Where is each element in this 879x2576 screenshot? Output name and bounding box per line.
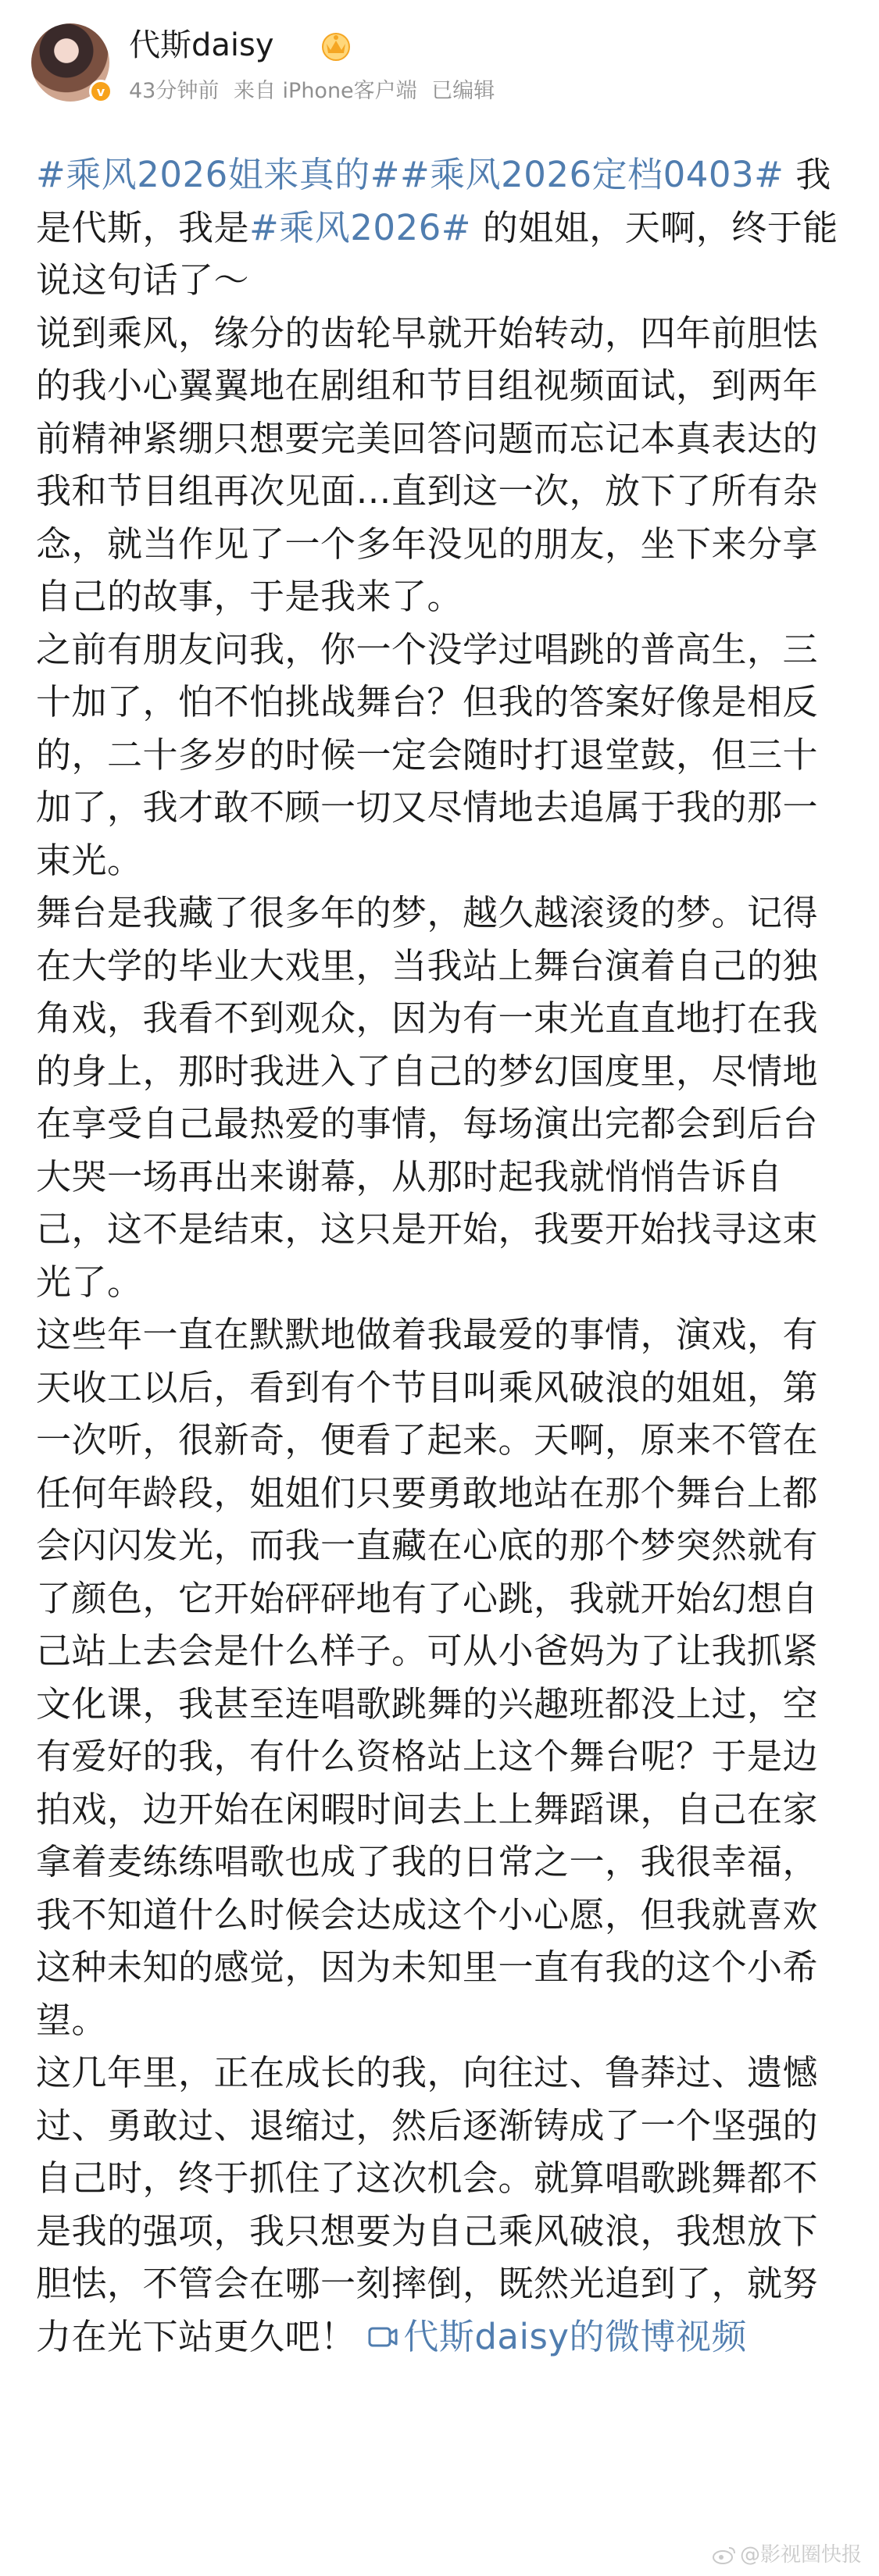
intro-text: 的姐姐，天啊，终于能说这句话了～ bbox=[36, 206, 838, 301]
post-paragraph-last bbox=[36, 2046, 849, 2363]
hashtag-link[interactable]: #乘风2026# bbox=[249, 206, 471, 248]
user-name[interactable]: 代斯daisy bbox=[129, 27, 274, 63]
watermark bbox=[712, 2542, 862, 2568]
post-meta bbox=[129, 78, 502, 105]
hashtag-link[interactable]: #乘风2026定档0403# bbox=[399, 154, 784, 195]
edited-label[interactable]: 已编辑 bbox=[431, 79, 495, 103]
video-link[interactable] bbox=[367, 2316, 747, 2357]
video-link-label: 代斯daisy的微博视频 bbox=[403, 2315, 748, 2357]
post-time[interactable]: 43分钟前 bbox=[129, 79, 220, 103]
post-source: 来自 iPhone客户端 bbox=[233, 79, 417, 103]
post-paragraph: 说到乘风，缘分的齿轮早就开始转动，四年前胆怯的我小心翼翼地在剧组和节目组视频面试，到两年前精神紧绷只想要完美回答问题而忘记本真表达的我和节目组再次见面…直到这一次，放下了所有杂念，就当作见了一个多年没见的朋友，坐下来分享自己的故事，于是我来了。 bbox=[36, 312, 819, 617]
video-play-icon bbox=[367, 2324, 398, 2352]
last-paragraph-text: 这几年里，正在成长的我，向往过、鲁莽过、遗憾过、勇敢过、退缩过，然后逐渐铸成了一个坚强的自己时，终于抓住了这次机会。就算唱歌跳舞都不是我的强项，我只想要为自己乘风破浪，我想放下胆怯，不管会在哪一刻摔倒，既然光追到了，就努力在光下站更久吧！ bbox=[36, 2052, 819, 2357]
intro-text: 我是代斯，我是 bbox=[36, 154, 831, 248]
watermark-text: @影视圈快报 bbox=[739, 2543, 862, 2567]
post-paragraph: 舞台是我藏了很多年的梦，越久越滚烫的梦。记得在大学的毕业大戏里，当我站上舞台演着自己的独角戏，我看不到观众，因为有一束光直直地打在我的身上，那时我进入了自己的梦幻国度里，尽情地在享受自己最热爱的事情，每场演出完都会到后台大哭一场再出来谢幕，从那时起我就悄悄告诉自己，这不是结束，这只是开始，我要开始找寻这束光了。 bbox=[36, 892, 819, 1303]
post-paragraph: 之前有朋友问我，你一个没学过唱跳的普高生，三十加了，怕不怕挑战舞台？但我的答案好像是相反的，二十多岁的时候一定会随时打退堂鼓，但三十加了，我才敢不顾一切又尽情地去追属于我的那一束光。 bbox=[36, 628, 819, 881]
verified-badge-icon: v bbox=[89, 80, 113, 103]
post-intro bbox=[36, 148, 849, 307]
weibo-logo-icon bbox=[712, 2545, 737, 2565]
post-header bbox=[31, 17, 848, 111]
post-content bbox=[36, 148, 849, 2363]
post-paragraph: 这些年一直在默默地做着我最爱的事情，演戏，有天收工以后，看到有个节目叫乘风破浪的姐姐，第一次听，很新奇，便看了起来。天啊，原来不管在任何年龄段，姐姐们只要勇敢地站在那个舞台上都会闪闪发光，而我一直藏在心底的那个梦突然就有了颜色，它开始砰砰地有了心跳，我就开始幻想自己站上去会是什么样子。可从小爸妈为了让我抓紧文化课，我甚至连唱歌跳舞的兴趣班都没上过，空有爱好的我，有什么资格站上这个舞台呢？于是边拍戏，边开始在闲暇时间去上上舞蹈课，自己在家拿着麦练练唱歌也成了我的日常之一，我很幸福，我不知道什么时候会达成这个小心愿，但我就喜欢这种未知的感觉，因为未知里一直有我的这个小希望。 bbox=[36, 1314, 819, 2041]
vip-crown-icon[interactable] bbox=[319, 30, 353, 61]
hashtag-link[interactable]: #乘风2026姐来真的# bbox=[36, 154, 400, 195]
